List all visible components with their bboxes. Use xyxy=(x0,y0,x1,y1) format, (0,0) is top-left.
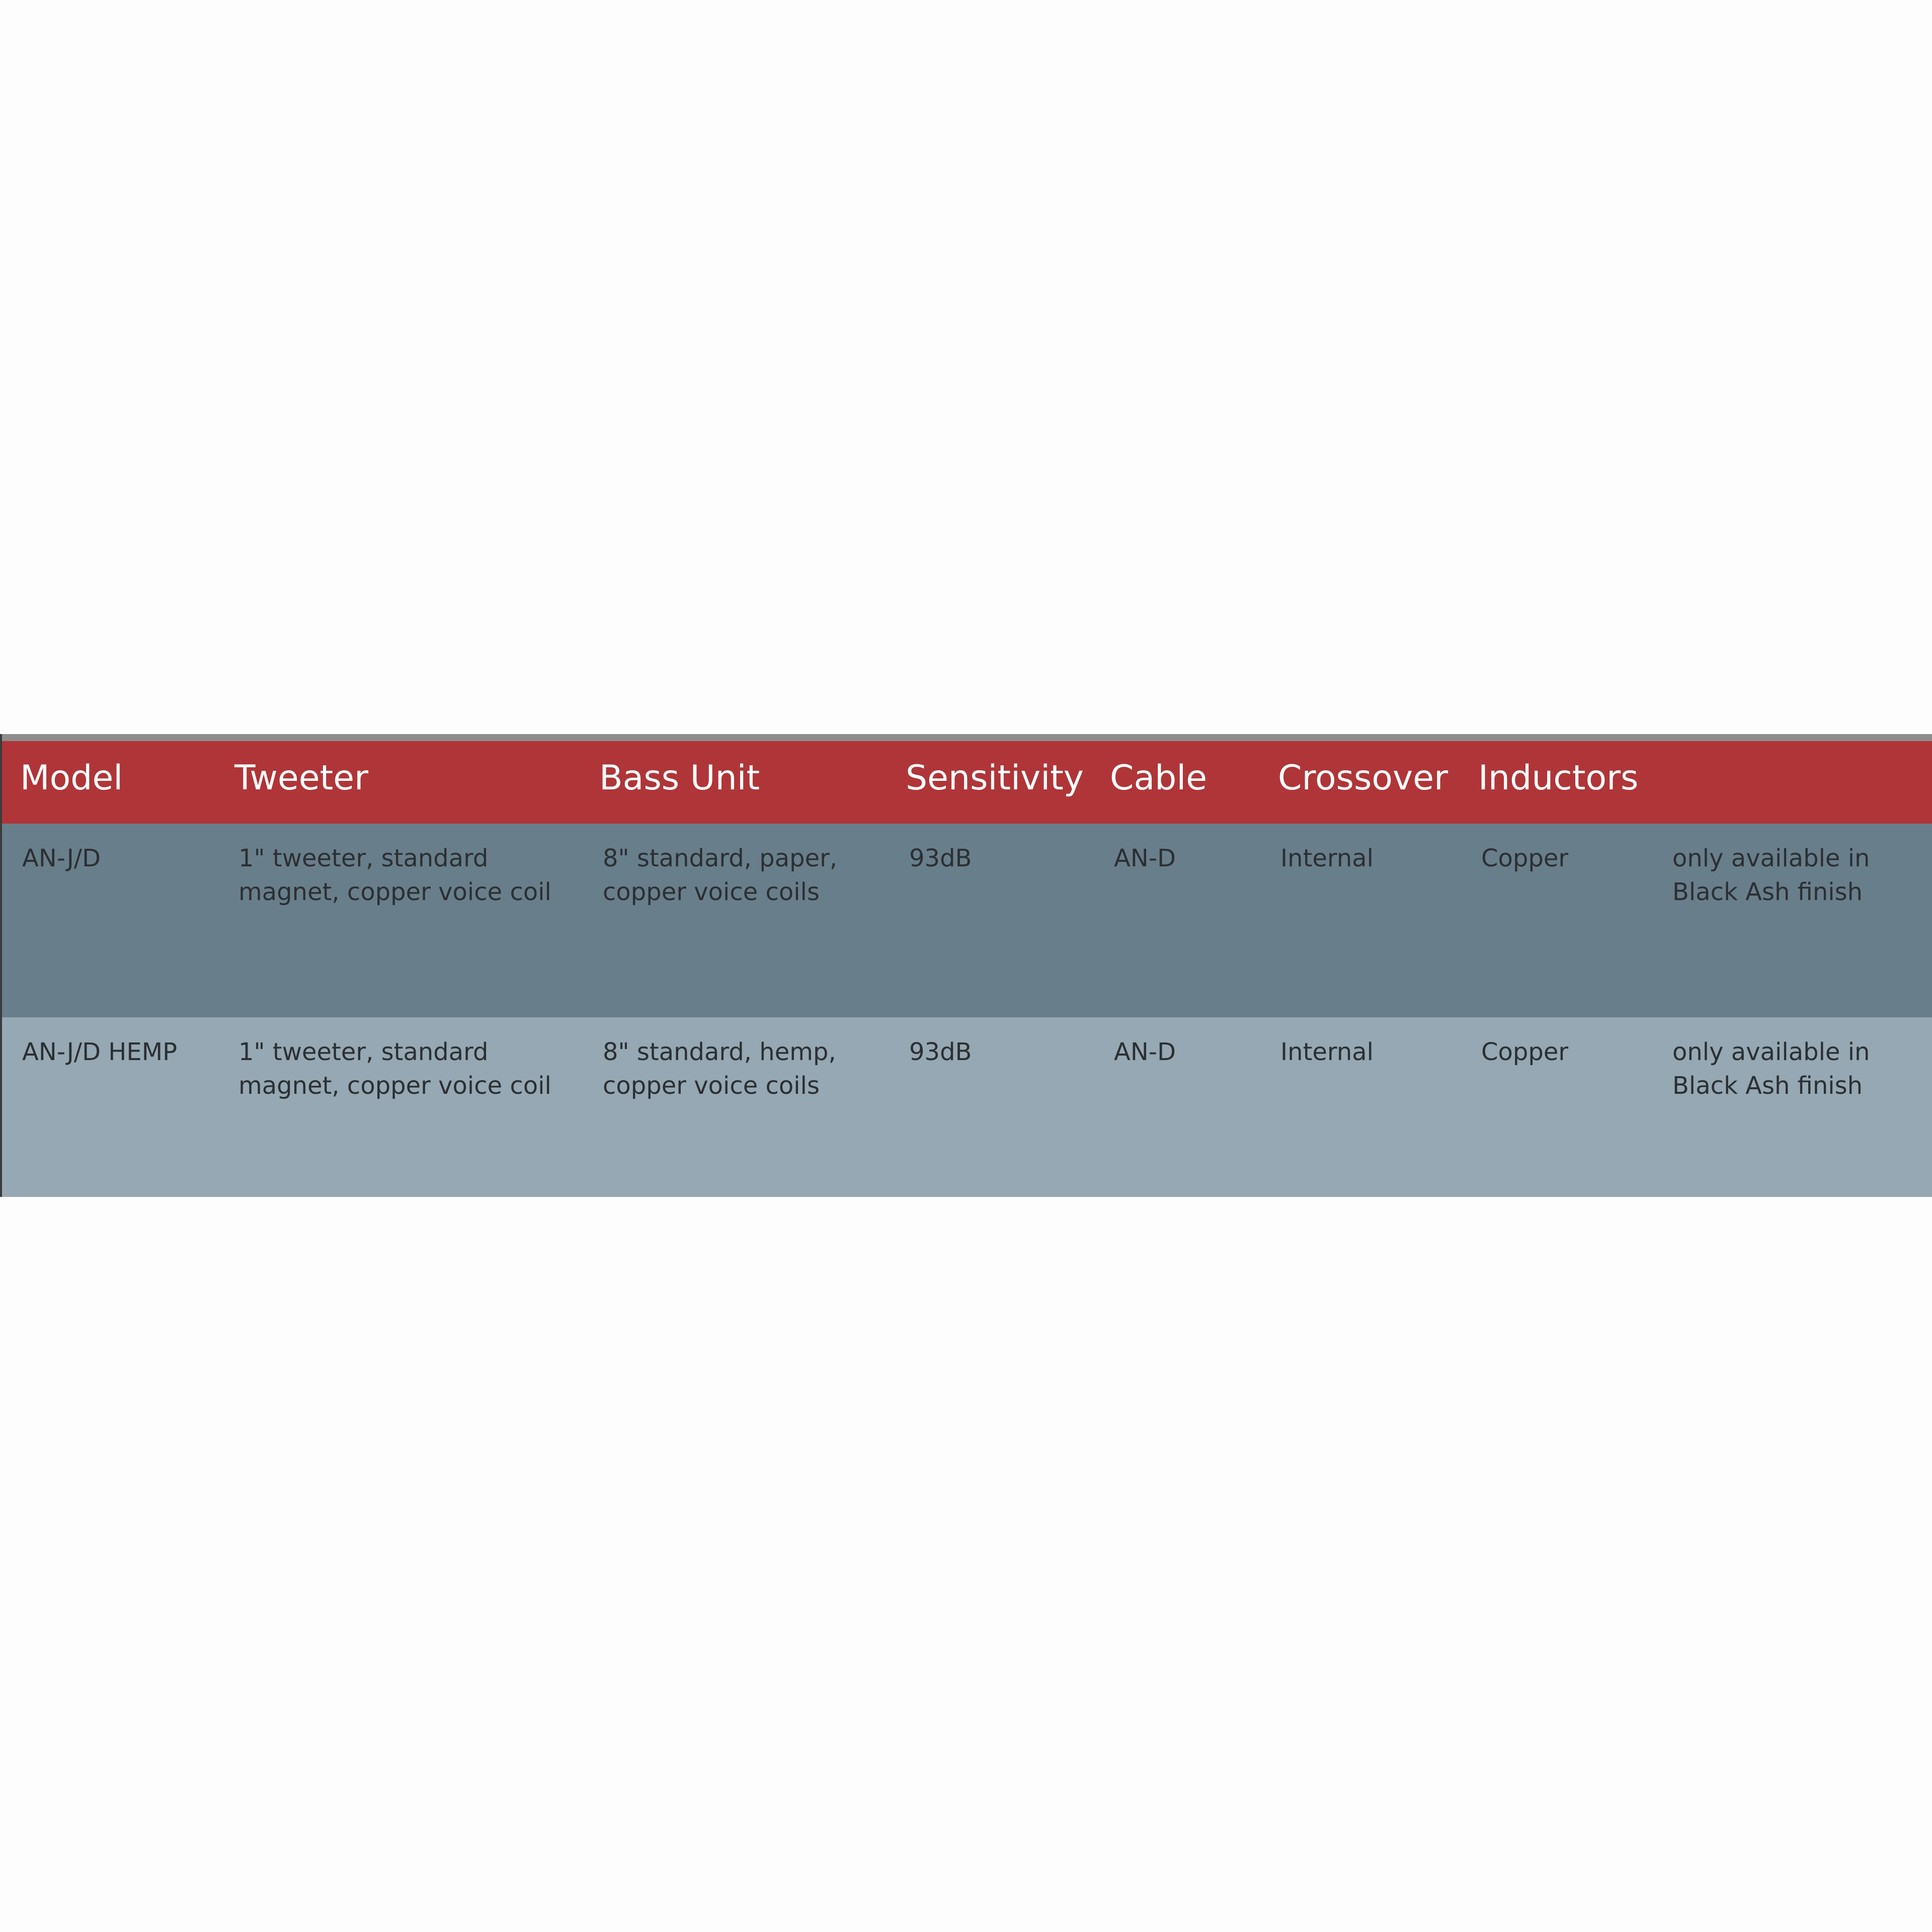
cell-bass-unit xyxy=(603,1035,836,1103)
cell-line: only available in xyxy=(1672,844,1870,872)
cell-inductors: Copper xyxy=(1481,844,1569,872)
header-sensitivity: Sensitivity xyxy=(906,758,1084,798)
cell-sensitivity: 93dB xyxy=(909,1038,972,1066)
cell-line: magnet, copper voice coil xyxy=(238,1072,551,1100)
header-cable: Cable xyxy=(1110,758,1208,798)
cell-line: Black Ash finish xyxy=(1672,1072,1863,1100)
cell-line: 8" standard, hemp, xyxy=(603,1038,836,1066)
cell-crossover: Internal xyxy=(1280,1038,1374,1066)
cell-line: only available in xyxy=(1672,1038,1870,1066)
cell-crossover: Internal xyxy=(1280,844,1374,872)
cell-line: Black Ash finish xyxy=(1672,878,1863,906)
cell-model: AN-J/D HEMP xyxy=(22,1038,178,1066)
cell-line: magnet, copper voice coil xyxy=(238,878,551,906)
cell-sensitivity: 93dB xyxy=(909,844,972,872)
table-row xyxy=(2,1017,1932,1197)
table-header-row xyxy=(2,741,1932,824)
cell-inductors: Copper xyxy=(1481,1038,1569,1066)
cell-bass-unit xyxy=(603,842,837,909)
header-bass-unit: Bass Unit xyxy=(599,758,760,798)
cell-model: AN-J/D xyxy=(22,844,101,872)
cell-cable: AN-D xyxy=(1114,1038,1176,1066)
cell-line: 1" tweeter, standard xyxy=(238,1038,489,1066)
cell-cable: AN-D xyxy=(1114,844,1176,872)
cell-note xyxy=(1672,1035,1870,1103)
spec-table xyxy=(0,734,1932,1197)
header-model: Model xyxy=(20,758,123,798)
header-crossover: Crossover xyxy=(1278,758,1448,798)
cell-line: 8" standard, paper, xyxy=(603,844,838,872)
cell-line: copper voice coils xyxy=(603,1072,820,1100)
cell-line: copper voice coils xyxy=(603,878,820,906)
cell-line: 1" tweeter, standard xyxy=(238,844,489,872)
cell-tweeter xyxy=(238,842,551,909)
header-tweeter: Tweeter xyxy=(234,758,369,798)
table-row xyxy=(2,824,1932,1017)
cell-note xyxy=(1672,842,1870,909)
header-inductors: Inductors xyxy=(1478,758,1639,798)
cell-tweeter xyxy=(238,1035,551,1103)
